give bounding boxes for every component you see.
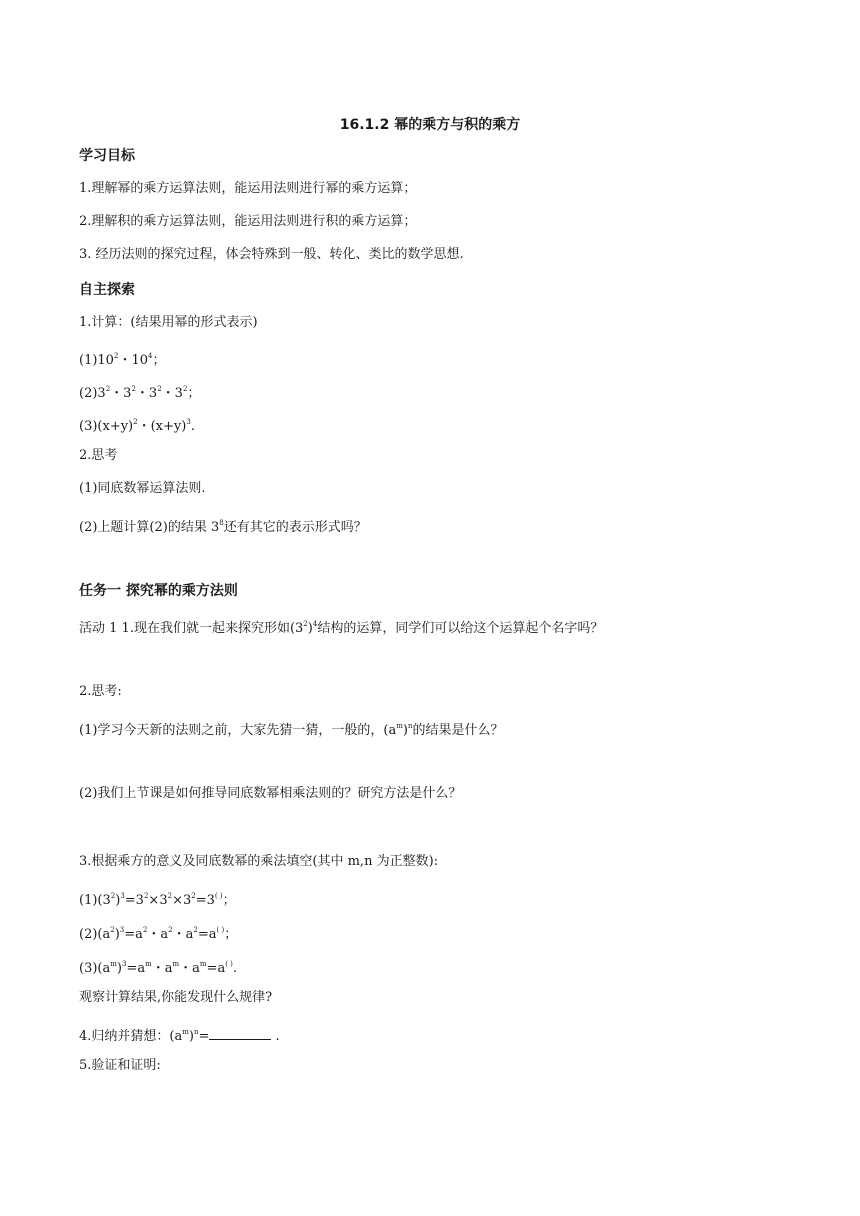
text: ×3 (148, 893, 168, 908)
exponent: 2 (191, 892, 196, 900)
exponent: 2 (193, 926, 198, 934)
task1-fill: 3.根据乘方的意义及同底数幂的乘法填空(其中 m,n 为正整数): (79, 854, 439, 869)
text: (1)学习今天新的法则之前，大家先猜一猜，一般的，(a (79, 723, 397, 738)
text: 4.归纳并猜想：(a (79, 1029, 183, 1044)
text: =a (126, 961, 146, 976)
text: =a (124, 927, 143, 942)
text: = (198, 1029, 210, 1044)
task1-fill-1 (79, 887, 236, 910)
exponent: m (199, 960, 207, 968)
exponent: 3 (119, 926, 125, 934)
text: ・a (147, 927, 169, 942)
exponent: 2 (157, 385, 162, 393)
task1-activity-1 (79, 615, 603, 638)
text: . (232, 961, 238, 976)
text: (3)(x+y) (79, 419, 134, 434)
explore-question-2: 2.思考 (79, 448, 118, 463)
text: . (190, 419, 195, 434)
text: 活动 1 1.现在我们就一起来探究形如(3 (79, 621, 304, 636)
explore-question-2-2 (79, 514, 367, 537)
exponent: 2 (131, 385, 136, 393)
exponent: m (145, 960, 152, 968)
text: ・a (151, 961, 173, 976)
text: ×3 (172, 893, 192, 908)
goal-item-1: 1.理解幂的乘方运算法则，能运用法则进行幂的乘方运算； (79, 181, 417, 196)
exponent: m (182, 1028, 189, 1036)
text: ・(x+y) (137, 419, 187, 434)
text: ・a (179, 961, 200, 976)
task1-think: 2.思考: (79, 684, 122, 699)
explore-heading: 自主探索 (79, 282, 135, 298)
answer-blank[interactable]: ( ) (225, 960, 233, 968)
exponent: 2 (110, 926, 115, 934)
text: . (271, 1029, 280, 1044)
answer-blank[interactable] (209, 1027, 271, 1040)
exponent: 8 (219, 519, 224, 527)
exponent: m (172, 960, 180, 968)
exponent: 4 (147, 352, 153, 360)
exponent: n (193, 1028, 199, 1036)
text: ； (224, 927, 238, 942)
task1-observe: 观察计算结果,你能发现什么规律? (79, 990, 273, 1005)
text: ； (187, 386, 201, 401)
text: (2)上题计算(2)的结果 3 (79, 520, 220, 535)
exponent: 2 (168, 926, 173, 934)
exponent: 2 (133, 418, 138, 426)
text: (1)(3 (79, 893, 111, 908)
text: (1)10 (79, 353, 114, 368)
exponent: 2 (303, 620, 308, 628)
exponent: 3 (120, 892, 125, 900)
explore-question-1-2 (79, 380, 200, 403)
text: 结构的运算，同学们可以给这个运算起个名字吗？ (317, 621, 604, 636)
task1-think-2: (2)我们上节课是如何推导同底数幂相乘法则的？研究方法是什么？ (79, 786, 462, 801)
goals-heading: 学习目标 (79, 148, 135, 164)
text: ； (222, 893, 236, 908)
goal-item-2: 2.理解积的乘方运算法则，能运用法则进行积的乘方运算； (79, 214, 417, 229)
text: ・3 (135, 386, 158, 401)
text: (3)(a (79, 961, 111, 976)
exponent: 2 (105, 385, 111, 393)
exponent: 2 (182, 385, 188, 393)
exponent: m (110, 960, 117, 968)
exponent: 2 (110, 892, 116, 900)
text: ； (152, 353, 166, 368)
text: 的结果是什么？ (412, 723, 504, 738)
text: ) (188, 1029, 194, 1044)
text: ・10 (118, 353, 148, 368)
explore-question-1: 1.计算：(结果用幂的形式表示) (79, 315, 258, 330)
text: (2)3 (79, 386, 106, 401)
explore-question-1-1 (79, 347, 165, 370)
task1-fill-3 (79, 955, 237, 978)
goal-item-3: 3. 经历法则的探究过程，体会特殊到一般、转化、类比的数学思想. (79, 247, 464, 262)
answer-blank[interactable]: ( ) (214, 892, 223, 900)
text: ) (114, 927, 120, 942)
task1-fill-2 (79, 921, 237, 944)
text: ) (116, 961, 122, 976)
text: ・a (172, 927, 194, 942)
text: ・3 (161, 386, 183, 401)
task1-heading: 任务一 探究幂的乘方法则 (79, 583, 238, 599)
exponent: 2 (142, 926, 148, 934)
exponent: 3 (121, 960, 127, 968)
exponent: 3 (186, 418, 191, 426)
text: =a (206, 961, 226, 976)
text: ) (402, 723, 408, 738)
explore-question-1-3 (79, 413, 195, 436)
exponent: 2 (113, 352, 119, 360)
task1-think-1 (79, 717, 504, 740)
exponent: 2 (143, 892, 149, 900)
exponent: m (396, 722, 403, 730)
text: ・3 (110, 386, 132, 401)
exponent: 4 (312, 620, 318, 628)
text: =3 (124, 893, 144, 908)
page-title: 16.1.2 幂的乘方与积的乘方 (339, 117, 521, 133)
task1-verify: 5.验证和证明: (79, 1058, 161, 1073)
text: =a (197, 927, 217, 942)
text: =3 (195, 893, 215, 908)
exponent: n (407, 722, 413, 730)
exponent: 2 (167, 892, 173, 900)
text: ) (115, 893, 121, 908)
text: ) (307, 621, 313, 636)
text: 还有其它的表示形式吗？ (223, 520, 367, 535)
task1-induce (79, 1023, 280, 1046)
explore-question-2-1: (1)同底数幂运算法则. (79, 481, 206, 496)
answer-blank[interactable]: ( ) (216, 926, 225, 934)
text: (2)(a (79, 927, 111, 942)
